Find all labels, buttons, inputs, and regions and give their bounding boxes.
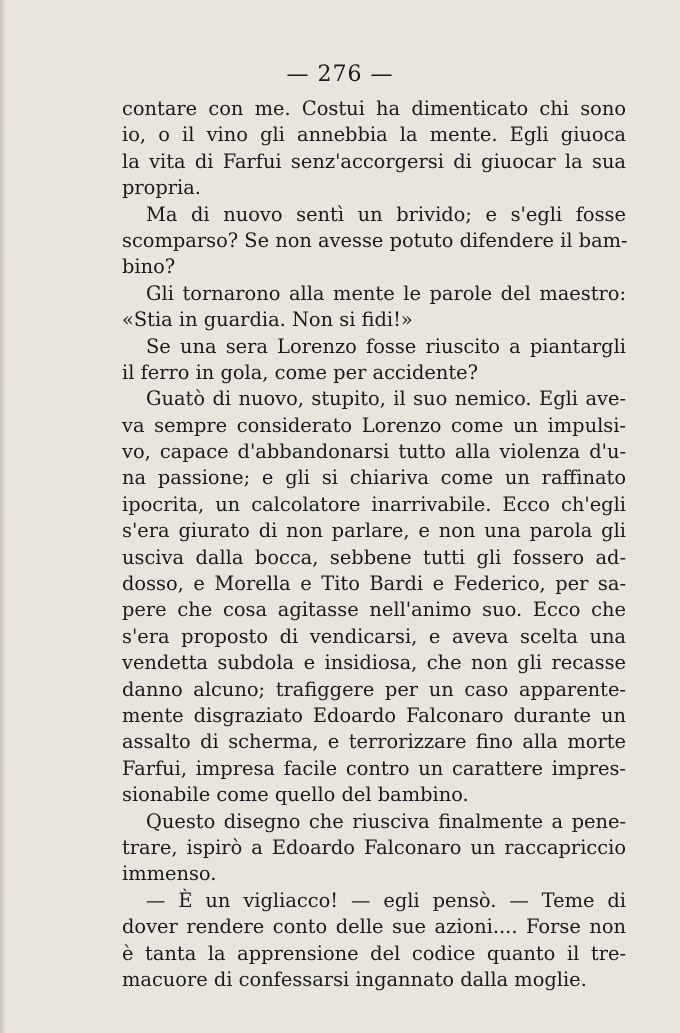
text-line: assalto di scherma, e terrorizzare fino alla morte <box>122 730 626 754</box>
text-line: la vita di Farfui senz'accorgersi di giuocar la sua <box>122 149 626 173</box>
text-line: trare, ispirò a Edoardo Falconaro un raccapriccio <box>122 835 626 859</box>
text-line: va sempre considerato Lorenzo come un impulsi- <box>122 413 626 437</box>
text-line: Farfui, impresa facile contro un carattere impres- <box>122 756 626 780</box>
text-line: Ma di nuovo sentì un brivido; e s'egli fosse <box>146 202 626 226</box>
text-line: usciva dalla bocca, sebbene tutti gli fossero ad- <box>122 545 626 569</box>
text-line: immenso. <box>122 862 217 886</box>
text-line: — È un vigliacco! — egli pensò. — Teme di <box>146 888 626 912</box>
text-line: macuore di confessarsi ingannato dalla moglie. <box>122 967 587 991</box>
text-line: na passione; e gli si chiariva come un raffinato <box>122 466 626 490</box>
text-line: Guatò di nuovo, stupito, il suo nemico. Egli ave- <box>146 387 626 411</box>
text-line: mente disgraziato Edoardo Falconaro durante un <box>122 703 626 727</box>
text-line: vendetta subdola e insidiosa, che non gli recasse <box>122 651 626 675</box>
text-line: danno alcuno; trafiggere per un caso apparente- <box>122 677 626 701</box>
text-line: il ferro in gola, come per accidente? <box>122 360 479 384</box>
text-line: ipocrita, un calcolatore inarrivabile. Ecco ch'egli <box>122 492 626 516</box>
text-line: s'era proposto di vendicarsi, e aveva scelta una <box>122 624 626 648</box>
text-line: bino? <box>122 255 176 279</box>
text-line: Se una sera Lorenzo fosse riuscito a piantargli <box>146 334 626 358</box>
text-line: «Stia in guardia. Non si fidi!» <box>122 308 413 332</box>
text-line: Questo disegno che riusciva finalmente a pene- <box>146 809 626 833</box>
text-line: scomparso? Se non avesse potuto difendere il bam- <box>122 228 628 252</box>
text-line: Gli tornarono alla mente le parole del maestro: <box>146 281 626 305</box>
text-line: sionabile come quello del bambino. <box>122 783 469 807</box>
page-edge-shadow <box>0 0 6 1033</box>
text-line: pere che cosa agitasse nell'animo suo. Ecco che <box>122 598 626 622</box>
body-text <box>122 96 626 993</box>
text-line: vo, capace d'abbandonarsi tutto alla violenza d'u- <box>122 440 626 464</box>
text-line: io, o il vino gli annebbia la mente. Egli giuoca <box>122 123 626 147</box>
text-line: propria. <box>122 176 201 200</box>
text-line: è tanta la apprensione del codice quanto il tre- <box>122 941 626 965</box>
text-line: dover rendere conto delle sue azioni.... Forse non <box>122 915 626 939</box>
text-line: s'era giurato di non parlare, e non una parola gli <box>122 519 626 543</box>
text-line: dosso, e Morella e Tito Bardi e Federico, per sa- <box>122 572 626 596</box>
text-line: contare con me. Costui ha dimenticato chi sono <box>122 97 626 120</box>
page-number: — 276 — <box>286 62 394 87</box>
